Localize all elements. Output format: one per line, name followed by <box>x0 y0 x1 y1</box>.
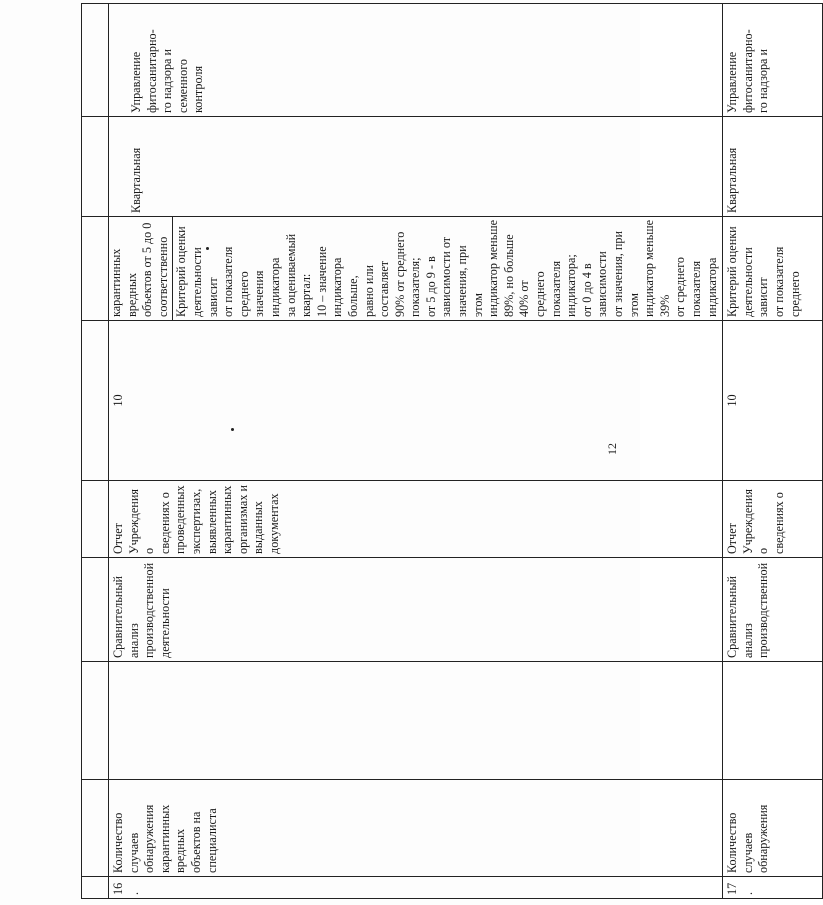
table-row <box>723 4 823 899</box>
header-cell <box>82 117 109 217</box>
periodicity-cell: Квартальная <box>109 117 723 217</box>
criteria-cell: карантинных вредных объектов от 5 до 0 соответственно Критерий оценки деятельности зависит от показателя среднего значения индикатора за оцениваемый квартал: 10 – значение индикатора больше, равно или составляет 90% от среднего показателя; от 5 до 9 - в зависимости от значения, при этом индикатор меньше 89%, но больше 40% от среднего показателя индикатора; от 0 до 4 в зависимости от значения, при этом индикатор меньше 39% от среднего показателя индикатора <box>109 217 723 321</box>
source-document: Отчет Учреждения о сведениях о проведенных экспертизах, выявленных карантинных организмах и выданных документах <box>109 481 723 558</box>
indicator-name: Количество случаев обнаружения карантинных вредных объектов на специалиста <box>109 780 723 877</box>
table-row <box>82 4 109 899</box>
row-number: 16. <box>109 877 723 899</box>
method-cell: Сравнительный анализ производственной <box>723 558 823 662</box>
header-cell <box>82 481 109 558</box>
row-number: 17. <box>723 877 823 899</box>
header-cell <box>82 321 109 481</box>
indicators-table <box>81 3 823 899</box>
data-source-empty <box>109 662 723 780</box>
responsible-cell: Управление фитосанитарно- го надзора и <box>723 4 823 117</box>
table-row <box>109 4 723 899</box>
indicator-name: Количество случаев обнаружения <box>723 780 823 877</box>
weight-cell: 10 <box>109 321 723 481</box>
method-cell: Сравнительный анализ производственной деятельности <box>109 558 723 662</box>
header-cell <box>82 780 109 877</box>
header-cell <box>82 877 109 899</box>
periodicity-cell: Квартальная <box>723 117 823 217</box>
header-cell <box>82 662 109 780</box>
criteria-cell: Критерий оценки деятельности зависит от показателя среднего <box>723 217 823 321</box>
page-number: 12 <box>605 443 619 455</box>
responsible-cell: Управление фитосанитарно- го надзора и семенного контроля <box>109 4 723 117</box>
header-cell <box>82 558 109 662</box>
data-source-empty <box>723 662 823 780</box>
header-cell <box>82 4 109 117</box>
header-cell <box>82 217 109 321</box>
source-document: Отчет Учреждения о сведениях о <box>723 481 823 558</box>
weight-cell: 10 <box>723 321 823 481</box>
